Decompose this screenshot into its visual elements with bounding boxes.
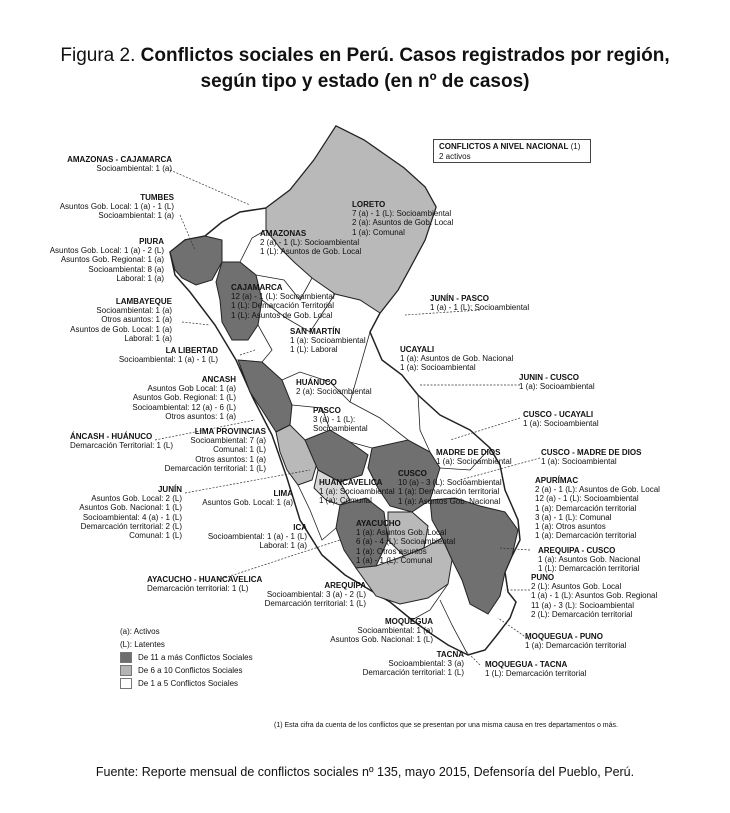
region-name: AMAZONAS - CAJAMARCA <box>67 155 172 164</box>
region-stat-line: 1 (a): Demarcación territorial <box>535 503 637 513</box>
region-stat-line: Demarcación territorial: 1 (L) <box>264 599 366 609</box>
region-name: TUMBES <box>140 193 174 202</box>
region-stat-line: 1 (a): Otros asuntos <box>356 546 427 556</box>
region-label-junin <box>79 485 182 540</box>
region-stat-line: 1 (a): Comunal <box>319 496 372 506</box>
region-name: PIURA <box>139 237 164 246</box>
source-caption: Fuente: Reporte mensual de conflictos sociales nº 135, mayo 2015, Defensoría del Pueblo, Perú. <box>95 765 635 779</box>
region-name: HUÁNUCO <box>296 378 337 387</box>
region-stat-line: 1 (a): Socioambiental <box>290 336 366 346</box>
region-name: AYACUCHO <box>356 519 401 528</box>
region-stat-line: 1 (a): Asuntos Gob. Local <box>356 528 447 538</box>
legend-bin <box>120 651 253 664</box>
region-name: MOQUEGUA <box>385 617 433 626</box>
region-stat-line: Socioambiental: 3 (a) - 2 (L) <box>266 590 366 600</box>
region-stat-line: 1 (a) - 1 (L): Socioambiental <box>430 303 530 313</box>
region-stat-line: 7 (a) - 1 (L): Socioambiental <box>352 209 452 219</box>
region-name: LIMA PROVINCIAS <box>194 427 266 436</box>
region-stat-line: 1 (a): Socioambiental <box>541 457 617 467</box>
region-name: CUSCO - MADRE DE DIOS <box>541 448 642 457</box>
region-name: ICA <box>293 523 307 532</box>
region-stat-line: 12 (a) - 1 (L): Socioambiental <box>231 292 335 302</box>
region-label-loreto <box>352 200 453 237</box>
region-stat-line: 2 (L): Demarcación territorial <box>531 609 633 619</box>
region-label-tacna <box>363 650 464 678</box>
region-label-tumbes <box>60 193 174 221</box>
region-label-madre-de-dios <box>436 448 512 466</box>
region-stat-line: 1 (L): Demarcación territorial <box>538 564 640 574</box>
region-name: AYACUCHO - HUANCAVELICA <box>147 575 263 584</box>
region-label-cusco-madre-de-dios <box>541 448 641 466</box>
region-stat-line: Socioambiental: 1 (a) <box>98 211 174 221</box>
region-label-amazonas-cajamarca <box>67 155 172 173</box>
region-stat-line: Demarcación territorial: 1 (L) <box>147 584 249 594</box>
region-stat-line: Socioambiental: 12 (a) - 6 (L) <box>132 402 236 412</box>
legend-bin-label: De 11 a más Conflictos Sociales <box>138 653 253 662</box>
region-stat-line: Socioambiental: 7 (a) <box>190 436 266 446</box>
region-stat-line: 1 (a): Socioambiental <box>519 382 595 392</box>
region-stat-line: 1 (L): Laboral <box>290 345 338 355</box>
national-conflicts-box <box>433 139 591 163</box>
region-stat-line: Otros asuntos: 1 (a) <box>165 411 236 421</box>
region-label-piura <box>50 237 164 283</box>
region-label-arequipa-cusco <box>538 546 640 574</box>
region-name: AREQUIPA - CUSCO <box>538 546 616 555</box>
region-label-arequipa <box>265 581 366 609</box>
region-stat-line: Laboral: 1 (a) <box>259 541 307 551</box>
region-stat-line: 3 (a) - 1 (L): Comunal <box>535 512 612 522</box>
region-name: LA LIBERTAD <box>165 346 218 355</box>
region-name: LAMBAYEQUE <box>115 297 172 306</box>
region-stat-line: Laboral: 1 (a) <box>124 333 172 343</box>
region-stat-line: 11 (a) - 3 (L): Socioambiental <box>531 600 635 610</box>
region-label-huancavelica <box>319 478 395 506</box>
region-name: JUNÍN <box>157 485 182 494</box>
region-stat-line: 1 (a): Demarcación territorial <box>525 641 627 651</box>
legend-bin <box>120 664 253 677</box>
national-box-note-ref: (1) <box>570 142 581 151</box>
legend-active: (a): Activos <box>120 627 160 636</box>
region-name: UCAYALI <box>400 345 435 354</box>
legend-swatch-low <box>120 678 132 689</box>
region-stat-line: 1 (a): Asuntos Gob. Nacional <box>398 496 501 506</box>
region-name: MADRE DE DIOS <box>436 448 501 457</box>
region-label-moquegua-tacna <box>485 660 586 678</box>
legend-swatch-mid <box>120 665 132 676</box>
legend-bin-label: De 1 a 5 Conflictos Sociales <box>138 679 239 688</box>
region-stat-line: Asuntos Gob. Local: 1 (a) - 2 (L) <box>49 246 164 256</box>
region-stat-line: Laboral: 1 (a) <box>116 273 164 283</box>
region-name: HUANCAVELICA <box>319 478 383 487</box>
region-stat-line: Asuntos Gob. Nacional: 1 (L) <box>79 503 182 513</box>
region-name: PASCO <box>313 406 341 415</box>
region-name: JUNIN - CUSCO <box>519 373 580 382</box>
region-stat-line: 2 (L): Asuntos Gob. Local <box>531 582 622 592</box>
region-name: AMAZONAS <box>260 229 307 238</box>
region-label-moquegua <box>330 617 433 645</box>
region-stat-line: Comunal: 1 (L) <box>129 531 182 541</box>
region-stat-line: 1 (a): Socioambiental <box>523 419 599 429</box>
region-label-ancash <box>132 375 236 421</box>
region-stat-line: Asuntos Gob. Regional: 1 (L) <box>132 393 236 403</box>
region-stat-line: Demarcación territorial: 1 (L) <box>362 668 464 678</box>
region-name: TACNA <box>436 650 464 659</box>
region-stat-line: Socioambiental: 1 (a) - 1 (L) <box>207 532 307 542</box>
region-stat-line: 1 (a): Demarcación territorial <box>535 531 637 541</box>
region-name: LIMA <box>273 489 293 498</box>
legend-bin-label: De 6 a 10 Conflictos Sociales <box>138 666 243 675</box>
region-stat-line: 1 (a): Otros asuntos <box>535 522 606 532</box>
region-stat-line: 1 (L): Asuntos de Gob. Local <box>231 310 333 320</box>
region-label-apurimac <box>535 476 660 540</box>
region-stat-line: 1 (a) - 1 (L): Comunal <box>356 555 433 565</box>
region-name: PUNO <box>531 573 555 582</box>
region-stat-line: 1 (a): Socioambiental <box>436 457 512 467</box>
national-box-detail: 2 activos <box>439 151 471 161</box>
legend-swatch-high <box>120 652 132 663</box>
region-name: CAJAMARCA <box>231 283 283 292</box>
region-stat-line: 6 (a) - 4 (L): Socioambiental <box>356 537 456 547</box>
region-stat-line: Socioambiental <box>313 424 368 434</box>
region-label-huanuco <box>296 378 372 396</box>
region-stat-line: Socioambiental: 1 (a) <box>96 306 172 316</box>
region-label-junin-cusco <box>519 373 595 391</box>
region-label-amazonas <box>260 229 361 257</box>
region-stat-line: 1 (a): Asuntos Gob. Nacional <box>538 555 641 565</box>
footnote: (1) Esta cifra da cuenta de los conflictos que se presentan por una misma causa en tres departamentos o más. <box>274 722 618 729</box>
region-stat-line: 12 (a) - 1 (L): Socioambiental <box>535 494 639 504</box>
region-label-la-libertad <box>119 346 218 364</box>
region-name: CUSCO - UCAYALI <box>523 410 594 419</box>
region-name: MOQUEGUA - PUNO <box>525 632 603 641</box>
region-stat-line: Demarcación territorial: 2 (L) <box>80 521 182 531</box>
region-label-pasco <box>313 406 368 434</box>
legend <box>120 625 253 690</box>
region-stat-line: Asuntos Gob. Local: 1 (a) - 1 (L) <box>59 202 174 212</box>
region-name: ÁNCASH - HUÁNUCO <box>70 432 153 441</box>
region-label-moquegua-puno <box>525 632 626 650</box>
region-stat-line: Socioambiental: 1 (a) - 1 (L) <box>118 355 218 365</box>
region-label-cusco-ucayali <box>523 410 599 428</box>
region-stat-line: Asuntos Gob. Local: 2 (L) <box>91 494 182 504</box>
region-label-lima <box>202 489 293 507</box>
region-stat-line: 1 (a): Comunal <box>352 227 405 237</box>
region-stat-line: 1 (a): Socioambiental <box>319 487 395 497</box>
region-label-junin-pasco <box>430 294 529 312</box>
region-stat-line: Demarcación territorial: 1 (L) <box>164 463 266 473</box>
region-stat-line: 3 (a) - 1 (L): <box>313 415 356 425</box>
region-label-cajamarca <box>231 283 335 320</box>
region-stat-line: Asuntos Gob. Regional: 1 (a) <box>60 255 164 265</box>
region-label-ayacucho <box>356 519 455 565</box>
region-stat-line: 1 (a): Asuntos de Gob. Nacional <box>400 354 514 364</box>
region-stat-line: Socioambiental: 3 (a) <box>388 659 464 669</box>
region-stat-line: Asuntos Gob Local: 1 (a) <box>147 384 236 394</box>
region-name: MOQUEGUA - TACNA <box>485 660 568 669</box>
region-name: CUSCO <box>398 469 427 478</box>
region-label-ayacucho-huancavelica <box>147 575 262 593</box>
region-stat-line: Otros asuntos: 1 (a) <box>195 454 266 464</box>
region-label-puno <box>531 573 657 619</box>
figure-title-line-2: según tipo y estado (en nº de casos) <box>200 71 530 92</box>
region-stat-line: 2 (a): Socioambiental <box>296 387 372 397</box>
region-stat-line: Socioambiental: 4 (a) - 1 (L) <box>82 512 182 522</box>
region-stat-line: 1 (a): Socioambiental <box>400 363 476 373</box>
legend-latent: (L): Latentes <box>120 640 165 649</box>
region-stat-line: Otros asuntos: 1 (a) <box>101 315 172 325</box>
region-stat-line: 10 (a) - 3 (L): Socioambiental <box>398 478 502 488</box>
region-label-lambayeque <box>70 297 172 343</box>
region-stat-line: 2 (a) - 1 (L): Socioambiental <box>260 238 360 248</box>
national-box-heading: CONFLICTOS A NIVEL NACIONAL <box>439 142 569 151</box>
region-label-lima-provincias <box>165 427 266 473</box>
region-label-ucayali <box>400 345 513 373</box>
region-name: AREQUIPA <box>324 581 366 590</box>
region-stat-line: Asuntos Gob. Local: 1 (a) <box>202 498 293 508</box>
region-stat-line: Demarcación Territorial: 1 (L) <box>70 441 173 451</box>
region-stat-line: Asuntos Gob. Nacional: 1 (L) <box>330 635 433 645</box>
region-stat-line: Socioambiental: 1 (a) <box>357 626 433 636</box>
region-name: ANCASH <box>201 375 236 384</box>
figure-title-text: Conflictos sociales en Perú. Casos registrados por región, <box>140 45 670 66</box>
region-name: LORETO <box>352 200 386 209</box>
figure-number: Figura 2. <box>60 45 136 66</box>
region-stat-line: 2 (a) - 1 (L): Asuntos de Gob. Local <box>535 485 660 495</box>
region-stat-line: 1 (a) - 1 (L): Asuntos Gob. Regional <box>531 591 658 601</box>
region-stat-line: 1 (L): Demarcación Territorial <box>231 301 334 311</box>
region-name: APURÍMAC <box>535 476 579 485</box>
region-stat-line: Asuntos de Gob. Local: 1 (a) <box>70 324 172 334</box>
region-label-ancash-huanuco <box>70 432 173 450</box>
region-stat-line: 1 (a): Demarcación territorial <box>398 487 500 497</box>
region-stat-line: Socioambiental: 8 (a) <box>88 264 164 274</box>
region-stat-line: 1 (L): Demarcación territorial <box>485 669 587 679</box>
region-name: JUNÍN - PASCO <box>430 294 489 303</box>
region-label-ica <box>208 523 307 551</box>
region-label-cusco <box>398 469 502 506</box>
region-stat-line: Socioambiental: 1 (a) <box>96 164 172 174</box>
region-stat-line: Comunal: 1 (L) <box>213 445 266 455</box>
region-stat-line: 1 (L): Asuntos de Gob. Local <box>260 247 362 257</box>
region-stat-line: 2 (a): Asuntos de Gob. Local <box>352 218 454 228</box>
region-label-san-martin <box>290 327 366 355</box>
region-name: SAN MARTÍN <box>290 327 341 336</box>
legend-bin <box>120 677 253 690</box>
